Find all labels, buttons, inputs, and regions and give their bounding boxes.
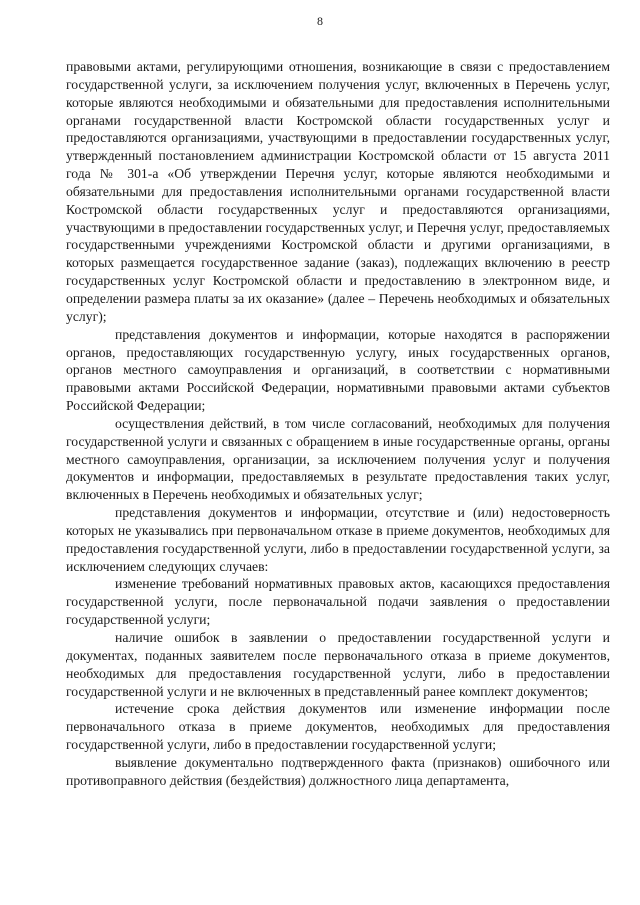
paragraph-documents-in-possession: представления документов и информации, которые находятся в распоряжении органов, предоставляющих государственную услугу, иных государственных органов, органов местного самоуправления и организаций, в соответствии с нормативными правовыми актами Российской Федерации, нормативными правовыми актами субъектов Российской Федерации;: [66, 326, 610, 414]
page-body: [66, 58, 610, 790]
paragraph-missing-documents: представления документов и информации, отсутствие и (или) недостоверность которых не указывались при первоначальном отказе в приеме документов, необходимых для предоставления государственной услуги, либо в предоставлении государственной услуги, за исключением следующих случаев:: [66, 505, 610, 574]
paragraph-case-requirements-change: изменение требований нормативных правовых актов, касающихся предоставления государственной услуги, после первоначальной подачи заявления о предоставлении государственной услуги;: [66, 576, 610, 628]
page-number: 8: [317, 14, 323, 28]
paragraph-continuation: правовыми актами, регулирующими отношения, возникающие в связи с предоставлением государственной услуги, за исключением получения услуг, включенных в Перечень услуг, которые являются необходимыми и обязательными для предоставления исполнительными органами государственной власти Костромской области государственных услуг и предоставляются организациями, участвующими в предоставлении государственных услуг, утвержденный постановлением администрации Костромской области от 15 августа 2011 года № 301-а «Об утверждении Перечня услуг, которые являются необходимыми и обязательными для предоставления исполнительными органами государственной власти Костромской области государственных услуг и предоставляются организациями, участвующими в предоставлении государственных услуг, и Перечня услуг, предоставляемых государственными учреждениями Костромской области и другими организациями, в которых размещается государственное задание (заказ), подлежащих включению в реестр государственных услуг Костромской области и предоставлению в электронном виде, и определении размера платы за их оказание» (далее – Перечень необходимых и обязательных услуг);: [66, 59, 610, 324]
paragraph-approvals: осуществления действий, в том числе согласований, необходимых для получения государственной услуги и связанных с обращением в иные государственные органы, органы местного самоуправления, организации, за исключением получения услуг и получения документов и информации, предоставляемых в результате предоставления таких услуг, включенных в Перечень необходимых и обязательных услуг;: [66, 415, 610, 503]
paragraph-case-expiry: истечение срока действия документов или изменение информации после первоначального отказа в приеме документов, необходимых для предоставления государственной услуги, либо в предоставлении государственной услуги;: [66, 701, 610, 753]
paragraph-case-errors: наличие ошибок в заявлении о предоставлении государственной услуги и документах, поданных заявителем после первоначального отказа в приеме документов, необходимых для предоставления государственной услуги, либо в предоставлении государственной услуги и не включенных в представленный ранее комплект документов;: [66, 630, 610, 699]
paragraph-case-official-error: выявление документально подтвержденного факта (признаков) ошибочного или противоправного действия (бездействия) должностного лица департамента,: [66, 754, 610, 788]
